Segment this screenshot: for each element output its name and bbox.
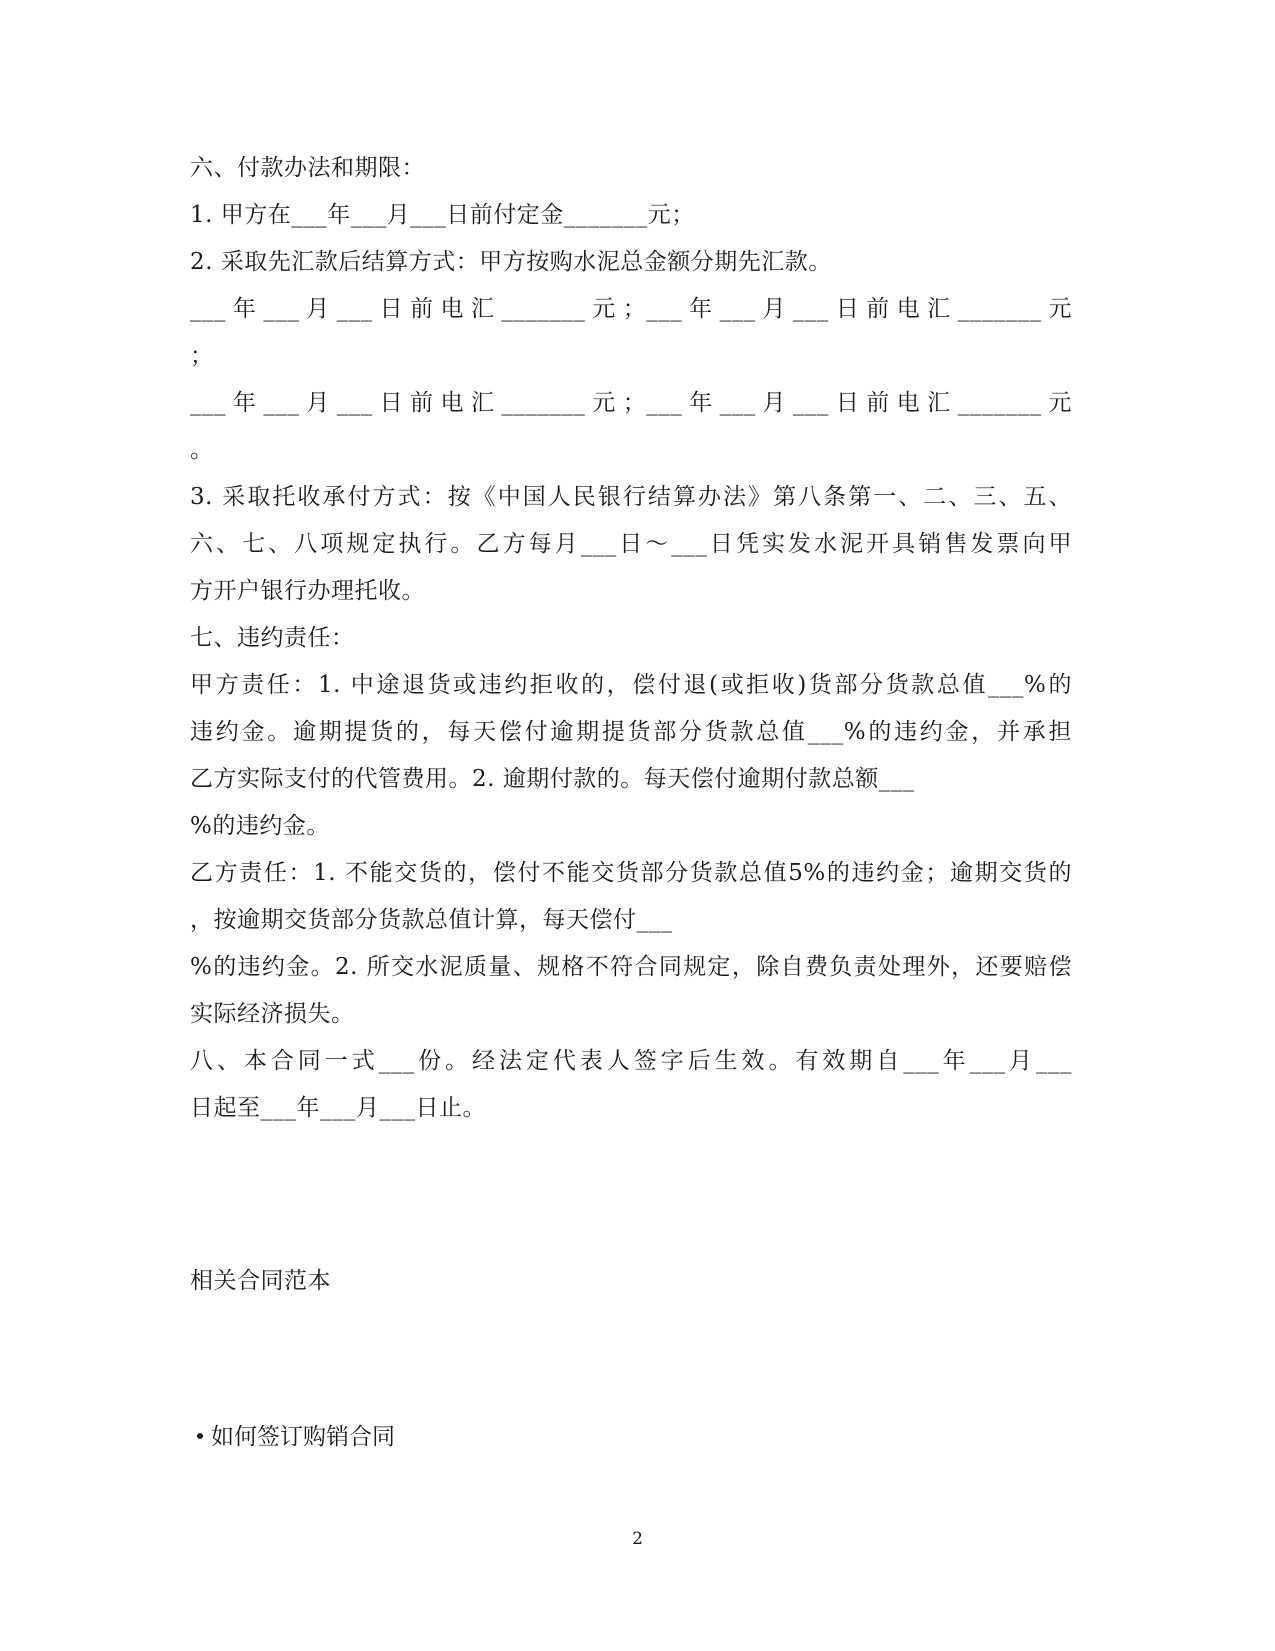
related-contract-link[interactable] [197,1422,395,1452]
text-line: ； [190,343,214,369]
text-line: 日起至___年___月___日止。 [190,1095,486,1121]
text-line: 2. 采取先汇款后结算方式：甲方按购水泥总金额分期先汇款。 [190,249,832,275]
text-line: 。 [190,437,214,463]
page-number: 2 [632,1529,643,1549]
text-line: ___年___月___日前电汇_______元；___年___月___日前电汇_______元 [190,296,1072,322]
text-line: 八、本合同一式___份。经法定代表人签字后生效。有效期自___年___月___ [190,1048,1072,1074]
text-line: 1. 甲方在___年___月___日前付定金_______元； [190,202,695,228]
text-line: 实际经济损失。 [190,1001,355,1027]
related-contracts-heading: 相关合同范本 [190,1268,331,1294]
text-line: 乙方实际支付的代管费用。2. 逾期付款的。每天偿付逾期付款总额___ [190,766,915,792]
text-line: 方开户银行办理托收。 [190,578,425,604]
section-heading-liability: 七、违约责任： [190,625,355,651]
text-line: %的违约金。 [190,813,330,839]
section-heading-payment: 六、付款办法和期限： [190,155,425,181]
related-contract-label: 如何签订购销合同 [211,1424,395,1450]
text-line: 六、七、八项规定执行。乙方每月___日～___日凭实发水泥开具销售发票向甲 [190,531,1072,557]
text-line: ___年___月___日前电汇_______元；___年___月___日前电汇_______元 [190,390,1072,416]
text-line: 乙方责任：1. 不能交货的，偿付不能交货部分货款总值5%的违约金；逾期交货的 [190,860,1072,886]
text-line: %的违约金。2. 所交水泥质量、规格不符合同规定，除自费负责处理外，还要赔偿 [190,954,1072,980]
text-line: 违约金。逾期提货的，每天偿付逾期提货部分货款总值___%的违约金，并承担 [190,719,1072,745]
text-line: ，按逾期交货部分货款总值计算，每天偿付___ [190,907,673,933]
bullet-icon [197,1433,203,1439]
text-line: 甲方责任：1. 中途退货或违约拒收的，偿付退(或拒收)货部分货款总值___%的 [190,672,1072,698]
text-line: 3. 采取托收承付方式：按《中国人民银行结算办法》第八条第一、二、三、五、 [190,484,1072,510]
